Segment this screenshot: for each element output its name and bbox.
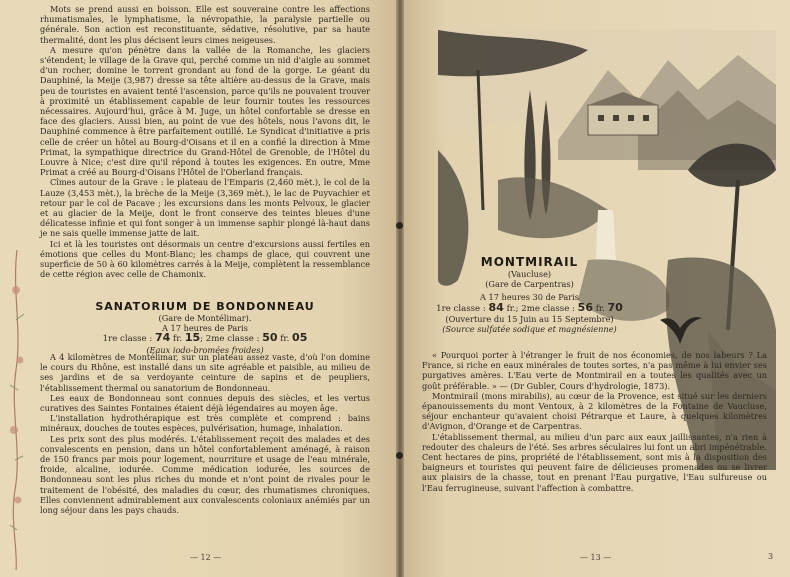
distance: A 17 heures 30 de Paris [480, 292, 579, 303]
paragraph: Mots se prend aussi en boisson. Elle est souveraine contre les affections rhumatismales, le lymphatisme, la névropathie, la paralysie partielle ou générale. Son action est reconstituante, sédative, résolutive, par sa haute thermalité, dont les plus décisent leurs cimes neigeuses. [40, 4, 370, 45]
sanatorium-section-header [40, 300, 370, 355]
page-number: — 13 — [580, 553, 612, 562]
page-number: — 12 — [190, 553, 222, 562]
paragraph: Montmirail (mons mirabilis), au cœur de la Provence, est situé sur les derniers épanouissements du mont Ventoux, à 2 kilomètres de la Fontaine de Vaucluse, séjour enchanteur qu'avaient choisi Pétrarque et Laure, à quelques kilomètres d'Avignon, d'Orange et de Carpentras. [422, 390, 767, 432]
paragraph: Les prix sont des plus modérés. L'établissement reçoit des malades et des convalescents en pension, dans un hôtel confortablement aménagé, à raison de 150 francs par mois pour logement, nourriture et usage de l'eau minérale, froide, alcaline, iodurée. Comme médication iodurée, les sources de Bondonneau sont les plus riches du monde et n'ont point de rivales pour le traitement de l'obésité, des maladies du cœur, des rhumatismes chroniques. Elles conviennent admirablement aux convalescents coloniaux anémiés par un long séjour dans les pays chauds. [40, 433, 370, 516]
paragraph: Ici et là les touristes ont désormais un centre d'excursions aussi fertiles en émotions que celles du Mont-Blanc; les champs de glace, qui couvrent une superficie de 50 à 60 kilomètres carrés à la Meije, complètent la ressemblance de cette région avec celle de Chamonix. [40, 238, 370, 280]
distance: A 17 heures de Paris [162, 323, 248, 334]
left-bottom-text [40, 352, 370, 515]
paragraph: Cîmes autour de la Grave : le plateau de l'Emparis (2,460 mèt.), le col de la Lauze (3,453 mèt.), la brèche de la Meije (3,369 mèt.), le lac de Puyvachier et retour par le col de Pacave ; les excursions dans les monts Pelvoux, le glacier et au glacier de la Meije, dont le front conserve des teintes bleues d'une délicatesse infinie et qui font songer à un immense saphir plongé là-haut dans je ne sais quelle immense jatte de lait. [40, 177, 370, 239]
montmirail-header [412, 255, 647, 334]
price-line: 1re classe : 74 fr. 15; 2me classe : 50 fr. 05 [102, 331, 308, 345]
price-line: 1re classe : 84 fr.; 2me classe : 56 fr. 70 [436, 300, 623, 314]
paragraph: L'établissement thermal, au milieu d'un parc aux eaux jaillissantes, n'a rien à redouter des chaleurs de l'été. Ses arbres séculaires lui font un abri impénétrable. Cent hectares de pins, propriété de l'établissement, sont mis à la disposition des baigneurs et touristes qui peuvent faire de délicieuses promenades ou se livrer aux plaisirs de la chasse, tout en prenant l'Eau purgative, l'Eau sulfureuse ou l'Eau ferrugineuse, suivant l'affection à combattre. [422, 431, 767, 493]
place-subtitle: (Vaucluse) [507, 269, 552, 279]
season: (Ouverture du 15 Juin au 15 Septembre) [445, 313, 614, 324]
waters-type: (Source sulfatée sodique et magnésienne) [442, 324, 617, 335]
floral-ornament [2, 250, 32, 570]
waters-type: (Eaux iodo-bromées froides) [146, 344, 264, 355]
paragraph: A mesure qu'on pénètre dans la vallée de la Romanche, les glaciers s'étendent; le village de la Grave qui, perché comme un nid d'aigle au sommet d'un rocher, domine le torrent grondant au fond de la gorge. Le géant du Dauphiné, la Meije (3,987) dresse sa tête altière au-dessus de la Grave, mais peu de touristes en avaient tenté l'ascension, parce qu'ils ne pouvaient trouver à proximité un établissement capable de leur fournir toutes les ressources nécessaires. Aujourd'hui, grâce à M. Juge, un hôtel confortable se dresse en face des glaciers. Aussi bien, au point de vue des hôtels, nous l'avons dit, le Dauphiné commence à être parfaitement outillé. Le Syndicat d'initiative a pris celle de créer un hôtel au Bourg-d'Oisans et il en a confié la direction à Mme Primat, la sympathique directrice du Grand-Hôtel de Grenoble, de l'Hôtel du Louvre à Nice; c'est dire qu'il répond à toutes les exigences. En outre, Mme Primat a créé au Bourg-d'Oisans l'Hôtel de l'Oberland français. [40, 44, 370, 178]
binding-hole [396, 222, 403, 229]
place-title: MONTMIRAIL [480, 255, 579, 269]
paragraph: « Pourquoi porter à l'étranger le fruit de nos économies, de nos labeurs ? La France, si riche en eaux minérales de toutes sortes, n'a pas même à lui envier ses purgatives amères. L'Eau verte de Montmirail en a toutes les qualités avec un goût préférable. » — (Dr Gubler, Cours d'hydrologie, 1873). [422, 350, 767, 391]
section-subtitle: (Gare de Montélimar). [158, 313, 252, 323]
paragraph: Les eaux de Bondonneau sont connues depuis des siècles, et les vertus curatives des Saintes Fontaines étaient déjà légendaires au moyen âge. [40, 392, 370, 414]
right-page [400, 0, 790, 577]
corner-mark: 3 [768, 552, 774, 561]
left-top-text [40, 4, 370, 279]
book-gutter [396, 0, 404, 577]
right-body-text [422, 350, 767, 493]
binding-hole [396, 452, 403, 459]
station: (Gare de Carpentras) [485, 279, 574, 290]
paragraph: A 4 kilomètres de Montélimar, sur un plateau assez vaste, d'où l'on domine le cours du Rhône, est installé dans un site agréable et paisible, au milieu de ses jardins et de sa verdoyante ceinture de sapins et de peupliers, l'établissement thermal ou sanatorium de Bondonneau. [40, 352, 370, 393]
section-title: SANATORIUM DE BONDONNEAU [95, 300, 315, 313]
paragraph: L'installation hydrothérapique est très complète et comprend : bains minéraux, douches de toutes espèces, pulvérisation, humage, inhalation. [40, 413, 370, 434]
